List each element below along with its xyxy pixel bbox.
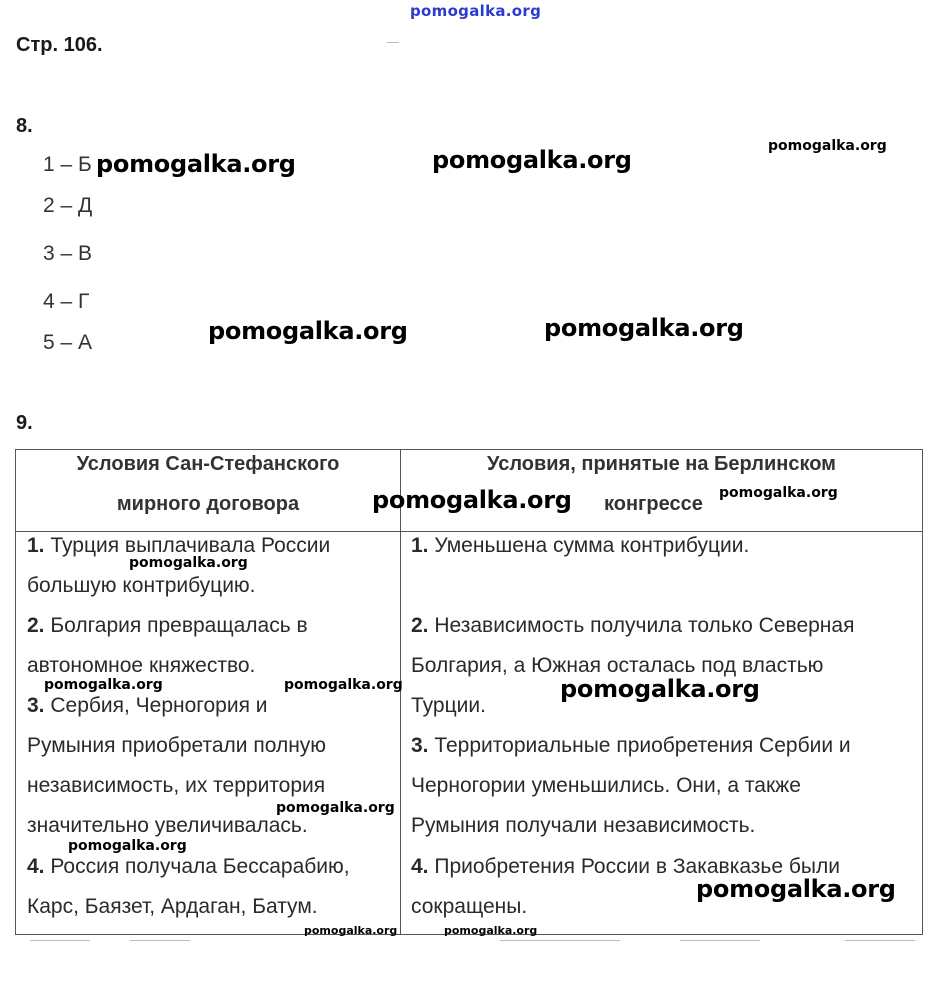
watermark-overlay: pomogalka.org [696, 875, 896, 903]
left-cell-line: 3. Сербия, Черногория и [27, 694, 268, 717]
table-header-left-line2: мирного договора [116, 493, 300, 515]
watermark-overlay: pomogalka.org [544, 314, 744, 342]
left-cell-line: независимость, их территория [27, 774, 326, 797]
watermark-overlay: pomogalka.org [208, 317, 408, 345]
watermark-overlay: pomogalka.org [560, 675, 760, 703]
watermark-top: pomogalka.org [410, 2, 542, 20]
watermark-overlay: pomogalka.org [768, 138, 887, 154]
scan-artifact [845, 940, 915, 941]
left-cell-line: 4. Россия получала Бессарабию, [27, 855, 350, 878]
right-cell-line: Румыния получали независимость. [411, 814, 756, 837]
scan-speck [387, 42, 399, 43]
page-reference: Стр. 106. [16, 34, 103, 56]
right-cell-line: 3. Территориальные приобретения Сербии и [411, 734, 851, 757]
answer-item-4: 4 – Г [43, 290, 90, 313]
left-cell-line: большую контрибуцию. [27, 574, 256, 597]
right-cell-line: сокращены. [411, 895, 528, 918]
answer-item-5: 5 – А [43, 331, 93, 354]
table-header-right-line2: конгрессе [604, 493, 703, 515]
left-cell-line: автономное княжество. [27, 654, 256, 677]
right-cell-line: Черногории уменьшились. Они, а также [411, 774, 801, 797]
scan-artifact [30, 940, 90, 941]
right-cell-line: 1. Уменьшена сумма контрибуции. [411, 534, 750, 557]
task-9-number: 9. [16, 412, 33, 434]
watermark-overlay: pomogalka.org [276, 800, 395, 816]
right-cell-line: 4. Приобретения России в Закавказье были [411, 855, 840, 878]
scan-artifact [500, 940, 620, 941]
scan-artifact [130, 940, 190, 941]
table-header-divider [15, 531, 923, 532]
right-cell-line: Турции. [411, 694, 486, 717]
task-8-number: 8. [16, 115, 33, 137]
answer-item-1: 1 – Б [43, 153, 92, 176]
table-header-right-line1: Условия, принятые на Берлинском [487, 453, 836, 475]
watermark-overlay: pomogalka.org [432, 146, 632, 174]
watermark-overlay: pomogalka.org [129, 555, 248, 571]
left-cell-line: Карс, Баязет, Ардаган, Батум. [27, 895, 318, 918]
left-cell-line: значительно увеличивалась. [27, 814, 308, 837]
watermark-overlay: pomogalka.org [719, 485, 838, 501]
scan-artifact [680, 940, 760, 941]
watermark-overlay: pomogalka.org [444, 924, 538, 937]
answer-item-2: 2 – Д [43, 194, 93, 217]
watermark-overlay: pomogalka.org [96, 150, 296, 178]
right-cell-line: Болгария, а Южная осталась под властью [411, 654, 824, 677]
left-cell-line: Румыния приобретали полную [27, 734, 327, 757]
left-cell-line: 2. Болгария превращалась в [27, 614, 308, 637]
watermark-overlay: pomogalka.org [44, 677, 163, 693]
answer-item-3: 3 – В [43, 242, 93, 265]
watermark-overlay: pomogalka.org [372, 486, 572, 514]
watermark-overlay: pomogalka.org [68, 838, 187, 854]
left-cell-line: 1. Турция выплачивала России [27, 534, 331, 557]
right-cell-line: 2. Независимость получила только Северная [411, 614, 855, 637]
watermark-overlay: pomogalka.org [304, 924, 398, 937]
table-header-left-line1: Условия Сан-Стефанского [76, 453, 340, 475]
watermark-overlay: pomogalka.org [284, 677, 403, 693]
